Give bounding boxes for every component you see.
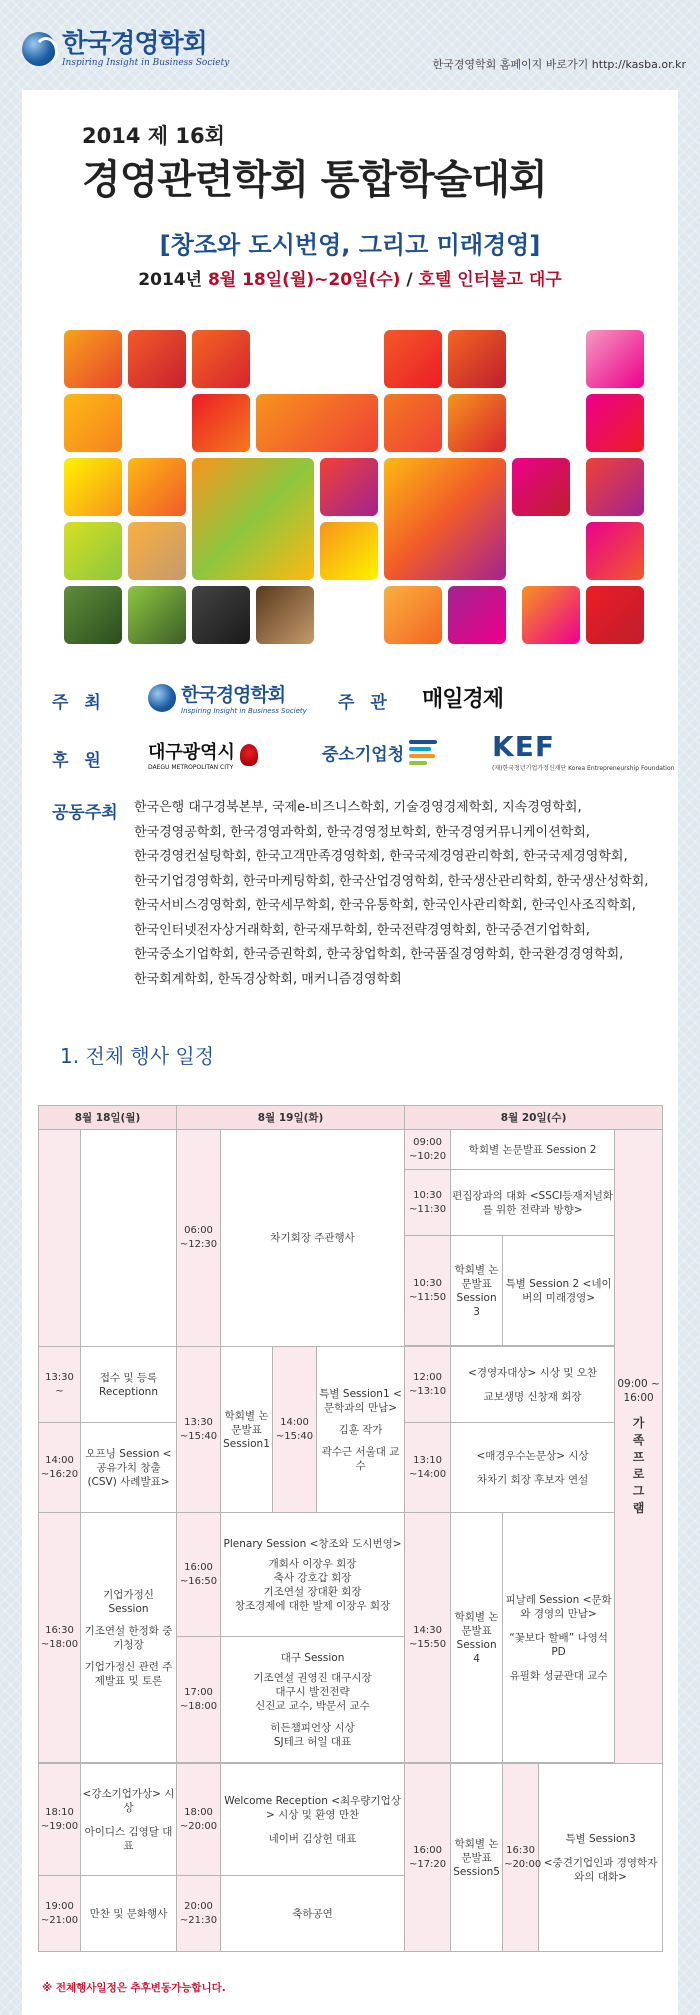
special-session3-sub: <중견기업인과 경영학자와의 대화> [543, 1856, 658, 1883]
cohost-list [134, 796, 654, 992]
paper-award-title: <매경우수논문상> 시상 [476, 1449, 589, 1462]
mosaic-tile [512, 458, 570, 516]
host-label: 주최 [52, 693, 117, 713]
time-cell: 10:30 ~11:50 [405, 1236, 451, 1346]
family-program-label: 가족프로그램 [632, 1415, 645, 1515]
sme-award-cell [81, 1764, 177, 1876]
daegu-logo-sub: DAEGU METROPOLITAN CITY [148, 764, 234, 771]
page-header [0, 0, 700, 90]
event-cell: 학회별 논문발표 Session5 [451, 1764, 503, 1952]
time-cell: 09:00 ~10:20 [405, 1130, 451, 1170]
mosaic-tile [384, 394, 442, 452]
mosaic-tile [586, 522, 644, 580]
finale-cell [503, 1513, 615, 1763]
plenary-line: 창조경제에 대한 발제 이장우 회장 [234, 1599, 391, 1612]
mosaic-tile [64, 522, 122, 580]
time-cell: 17:00 ~18:00 [177, 1637, 221, 1763]
award-lunch-speaker: 교보생명 신창재 회장 [483, 1390, 582, 1403]
sponsor-label: 후원 [52, 751, 117, 771]
family-program-cell [615, 1130, 663, 1764]
mosaic-tile [586, 394, 644, 452]
plenary-cell [221, 1513, 405, 1637]
paper-award-speaker: 차차기 회장 후보자 연설 [476, 1473, 589, 1486]
event-cell: 편집장과의 대화 <SSCI등재저널화를 위한 전략과 방향> [451, 1170, 615, 1236]
mosaic-tile [192, 586, 250, 644]
mosaic-tile [128, 586, 186, 644]
venue: 호텔 인터불고 대구 [418, 270, 562, 290]
welcome-title: Welcome Reception <최우량기업상> 시상 및 환영 만찬 [224, 1794, 401, 1821]
mosaic-tile [64, 586, 122, 644]
mosaic-tile [320, 458, 378, 516]
cohost-line: 한국회계학회, 한독경상학회, 매커니즘경영학회 [134, 971, 402, 987]
event-cell: 접수 및 등록 Receptionn [81, 1347, 177, 1423]
time-cell: 18:00 ~20:00 [177, 1764, 221, 1876]
sme-award-title: <강소기업가상> 시상 [82, 1787, 175, 1814]
time-cell: 16:30 ~18:00 [39, 1513, 81, 1763]
time-cell: 13:30 ~15:40 [177, 1347, 221, 1513]
mosaic-tile [128, 330, 186, 388]
welcome-reception-cell [221, 1764, 405, 1876]
mosaic-tile [448, 330, 506, 388]
special-session1-cell [317, 1347, 405, 1513]
logo-name: 한국경영학회 [62, 29, 207, 59]
time-cell: 19:00 ~21:00 [39, 1876, 81, 1952]
event-schedule-table [38, 1105, 663, 1952]
mosaic-tile [448, 586, 506, 644]
cohost-line: 한국경영공학회, 한국경영과학회, 한국경영정보학회, 한국경영커뮤니케이션학회, [134, 824, 590, 840]
mosaic-tile [64, 458, 122, 516]
finale-speaker2: 유필화 성균관대 교수 [509, 1669, 608, 1682]
mosaic-tile [384, 458, 506, 580]
mosaic-tile [128, 458, 186, 516]
daegu-line: 신진교 교수, 박문서 교수 [255, 1699, 370, 1712]
time-cell: 06:00 ~12:30 [177, 1130, 221, 1347]
mosaic-tile [128, 522, 186, 580]
time-cell: 18:10 ~19:00 [39, 1764, 81, 1876]
daegu-title: 대구 Session [280, 1651, 345, 1664]
empty-cell [39, 1130, 81, 1347]
conference-theme: [창조와 도시번영, 그리고 미래경영] [159, 231, 541, 259]
plenary-line: 축사 강호갑 회장 [273, 1571, 352, 1584]
finale-speaker1: “꽃보다 할배” 나영석 PD [509, 1631, 608, 1658]
host-logo-name: 한국경영학회 [181, 684, 286, 706]
entrepreneurship-cell [81, 1513, 177, 1763]
maeil-logo[interactable] [422, 682, 503, 713]
special-session3-title: 특별 Session3 [565, 1832, 636, 1845]
time-cell: 20:00 ~21:30 [177, 1876, 221, 1952]
daegu-line: 기조연설 권영진 대구시장 [253, 1671, 372, 1684]
entrepreneurship-title: 기업가정신 Session [103, 1588, 154, 1615]
mosaic-tile [320, 522, 378, 580]
host-logo-tagline: Inspiring Insight in Business Society [181, 707, 307, 715]
event-cell: 오프닝 Session <공유가치 창출(CSV) 사례발표> [81, 1423, 177, 1513]
maeil-logo-text: 매일경제 [422, 687, 504, 712]
special-session1-title: 특별 Session1 <문학과의 만남> [319, 1387, 402, 1414]
schedule-section-title: 1. 전체 행사 일정 [60, 1044, 215, 1068]
kef-logo-sub: (재)한국청년기업가정신재단 Korea Entrepreneurship Foundation [492, 765, 675, 772]
mosaic-tile [256, 586, 314, 644]
family-time: 09:00 ~ 16:00 [617, 1377, 660, 1404]
kasba-logo[interactable] [22, 30, 229, 68]
daegu-session-cell [221, 1637, 405, 1763]
date-range: 8월 18일(월)~20일(수) [207, 270, 401, 290]
edition-title: 2014 제 16회 [82, 124, 225, 148]
smba-logo-text: 중소기업청 [322, 745, 405, 765]
event-cell: 만찬 및 문화행사 [81, 1876, 177, 1952]
cohost-line: 한국서비스경영학회, 한국세무학회, 한국유통학회, 한국인사관리학회, 한국인사조직학회, [134, 898, 636, 913]
mosaic-tile [64, 394, 122, 452]
entrepreneurship-forum: 기업가정신 관련 주제발표 및 토론 [84, 1660, 173, 1687]
special-session3-cell [539, 1764, 663, 1952]
event-cell: 축하공연 [221, 1876, 405, 1952]
mosaic-tile [384, 586, 442, 644]
kef-logo[interactable] [492, 730, 674, 772]
finale-title: 피날레 Session <문화와 경영의 만남> [505, 1593, 612, 1620]
mosaic-tile [586, 586, 644, 644]
time-cell: 14:00 ~15:40 [273, 1347, 317, 1513]
conference-title: 경영관련학회 통합학술대회 [82, 157, 547, 203]
day3-header: 8월 20일(수) [405, 1106, 663, 1130]
day2-header: 8월 19일(화) [177, 1106, 405, 1130]
cohost-label: 공동주최 [52, 803, 118, 823]
cohost-line: 한국인터넷전자상거래학회, 한국재무학회, 한국전략경영학회, 한국중견기업학회, [134, 922, 590, 938]
event-cell: 학회별 논문발표 Session1 [221, 1347, 273, 1513]
mosaic-tile [522, 586, 580, 644]
paper-award-cell [451, 1423, 615, 1513]
time-cell: 14:30 ~15:50 [405, 1513, 451, 1763]
cohost-line: 한국은행 대구경북본부, 국제e-비즈니스학회, 기술경영경제학회, 지속경영학회, [134, 800, 582, 815]
time-cell: 16:00 ~16:50 [177, 1513, 221, 1637]
empty-cell [81, 1130, 177, 1347]
smba-logo[interactable] [322, 740, 437, 765]
event-cell: 차기회장 주관행사 [221, 1130, 405, 1347]
mosaic-tile [384, 330, 442, 388]
date-prefix: 2014년 [138, 270, 208, 290]
event-cell: 학회별 논문발표 Session 3 [451, 1236, 503, 1346]
daegu-line: 히든챔피언상 시상 [270, 1721, 355, 1734]
time-cell: 13:10 ~14:00 [405, 1423, 451, 1513]
logo-tagline: Inspiring Insight in Business Society [62, 58, 230, 68]
schedule-header-row [39, 1106, 663, 1130]
homepage-link[interactable]: 한국경영학회 홈페이지 바로가기 http://kasba.or.kr [432, 58, 686, 71]
date-separator: / [400, 270, 419, 290]
day1-header: 8월 18일(월) [39, 1106, 177, 1130]
special-session1-speaker2: 곽수근 서울대 교수 [321, 1445, 400, 1472]
mosaic-tile [192, 330, 250, 388]
mosaic-tile [256, 394, 378, 452]
event-cell: 학회별 논문발표 Session 2 [451, 1130, 615, 1170]
mosaic-tile [586, 330, 644, 388]
daegu-line: 대구시 발전전략 [275, 1685, 350, 1698]
plenary-title: Plenary Session <창조와 도시번영> [223, 1537, 402, 1550]
smba-stripes-icon [409, 740, 437, 765]
host-logo[interactable] [148, 680, 307, 715]
entrepreneurship-keynote: 기조연설 한정화 중기청장 [84, 1624, 173, 1651]
award-lunch-cell [451, 1347, 615, 1423]
mosaic-tile [64, 330, 122, 388]
kef-logo-text: KEF [492, 730, 555, 763]
cohost-line: 한국중소기업학회, 한국증권학회, 한국창업학회, 한국품질경영학회, 한국환경경영학회, [134, 947, 624, 962]
mosaic-tile [448, 394, 506, 452]
special-session1-speaker1: 김훈 작가 [338, 1423, 383, 1436]
conference-date-venue [22, 265, 678, 290]
plenary-line: 개회사 이장우 회장 [268, 1557, 357, 1570]
time-cell: 13:30 ~ [39, 1347, 81, 1423]
daegu-emblem-icon [240, 744, 258, 766]
event-cell: 학회별 논문발표 Session 4 [451, 1513, 503, 1763]
time-cell: 14:00 ~16:20 [39, 1423, 81, 1513]
award-lunch-title: <경영자대상> 시상 및 오찬 [468, 1366, 598, 1379]
mosaic-tile [192, 458, 314, 580]
plenary-line: 기조연설 장대환 회장 [263, 1585, 362, 1598]
mosaic-tile [192, 394, 250, 452]
content-panel [22, 90, 678, 2015]
cohost-line: 한국기업경영학회, 한국마케팅학회, 한국산업경영학회, 한국생산관리학회, 한국생산성학회, [134, 873, 649, 889]
kasba-logo-icon [22, 32, 56, 66]
event-cell: 특별 Session 2 <네이버의 미래경영> [503, 1236, 615, 1346]
mosaic-tile [586, 458, 644, 516]
kasba-logo-icon [148, 684, 176, 712]
daegu-logo[interactable] [148, 738, 258, 771]
time-cell: 16:30 ~20:00 [503, 1764, 539, 1952]
schedule-note: ※ 전체행사일정은 추후변동가능합니다. [42, 1982, 226, 1994]
manage-label: 주관 [338, 693, 403, 713]
daegu-logo-text: 대구광역시 [148, 742, 235, 763]
sme-award-speaker: 아이디스 김영달 대표 [84, 1825, 173, 1852]
key-visual-mosaic [64, 330, 644, 645]
daegu-line: SJ테크 허일 대표 [273, 1735, 352, 1748]
time-cell: 10:30 ~11:30 [405, 1170, 451, 1236]
welcome-speaker: 네이버 김상헌 대표 [268, 1832, 357, 1845]
time-cell: 16:00 ~17:20 [405, 1764, 451, 1952]
time-cell: 12:00 ~13:10 [405, 1347, 451, 1423]
cohost-line: 한국경영컨설팅학회, 한국고객만족경영학회, 한국국제경영관리학회, 한국국제경영학회, [134, 849, 628, 864]
